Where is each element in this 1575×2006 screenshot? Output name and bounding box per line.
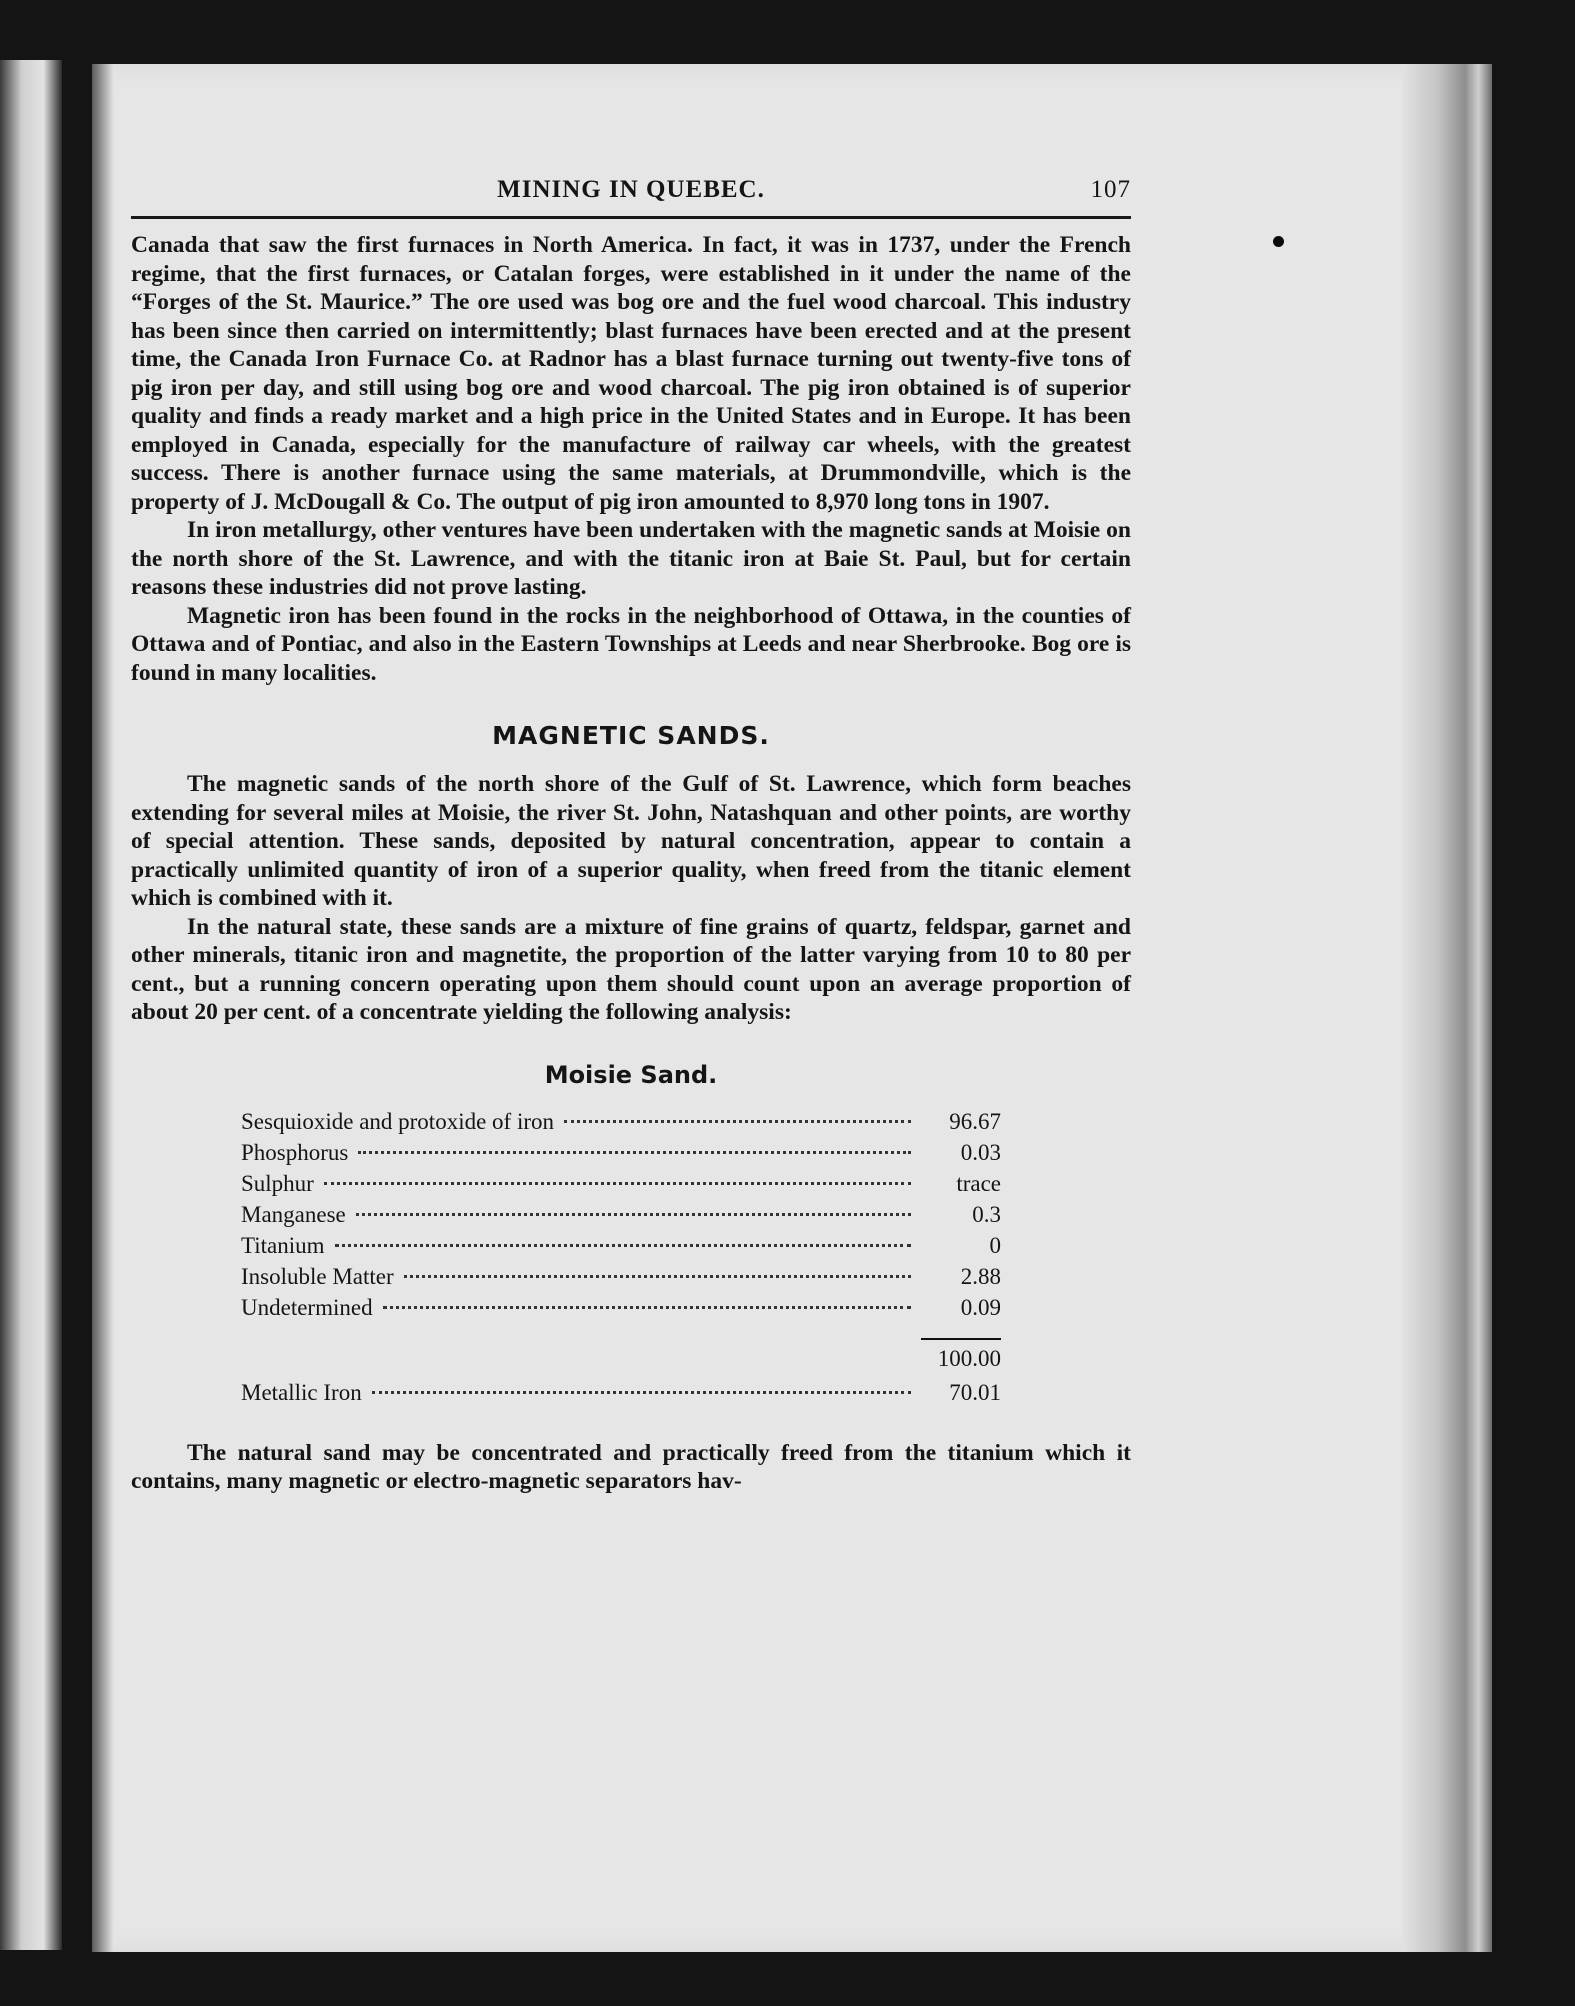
table-heading: Moisie Sand. (544, 1060, 718, 1089)
ink-dot (1273, 236, 1284, 247)
analysis-table (241, 1109, 1001, 1411)
analysis-value: 70.01 (949, 1379, 1001, 1405)
analysis-row (241, 1140, 1001, 1171)
page-gutter (92, 64, 114, 1952)
analysis-value: 96.67 (949, 1108, 1001, 1134)
analysis-row (241, 1202, 1001, 1233)
analysis-value: 0.09 (960, 1294, 1001, 1320)
analysis-label: Manganese (241, 1201, 346, 1227)
analysis-value: trace (956, 1170, 1001, 1196)
analysis-value: 2.88 (960, 1263, 1001, 1289)
analysis-label: Sesquioxide and protoxide of iron (241, 1108, 555, 1134)
paragraph: The natural sand may be concentrated and practically freed from the titanium which it contains, many magnetic or electro-magnetic separators hav- (131, 1439, 1131, 1494)
paragraph: In the natural state, these sands are a mixture of fine grains of quartz, feldspar, garnet and other minerals, titanic iron and magnetite, the proportion of the latter varying from 10 to 80 per cent., but a running concern operating upon them should count upon an average proportion of about 20 per cent. of a concentrate yielding the following analysis: (131, 913, 1131, 1025)
analysis-row (241, 1109, 1001, 1140)
page-text (131, 176, 1131, 1496)
dot-leader (564, 1120, 911, 1123)
analysis-value: 0.3 (972, 1201, 1001, 1227)
section-heading: MAGNETIC SANDS. (492, 721, 770, 750)
analysis-row (241, 1233, 1001, 1264)
analysis-label: Phosphorus (241, 1139, 349, 1165)
dot-leader (358, 1151, 911, 1154)
total-value: 100.00 (937, 1345, 1001, 1371)
left-page-edge (0, 60, 62, 1950)
analysis-row (241, 1171, 1001, 1202)
paragraph: Canada that saw the first furnaces in North America. In fact, it was in 1737, under the French regime, that the first furnaces, or Catalan forges, were established in it under the name of the “Forges of the St. Maurice.” The ore used was bog ore and the fuel wood charcoal. This industry has been since then carried on intermittently; blast furnaces have been erected and at the present time, the Canada Iron Furnace Co. at Radnor has a blast furnace turning out twenty-five tons of pig iron per day, and still using bog ore and wood charcoal. The pig iron obtained is of superior quality and finds a ready market and a high price in the United States and in Europe. It has been employed in Canada, especially for the manufacture of railway car wheels, with the greatest success. There is another furnace using the same materials, at Drummondville, which is the property of J. McDougall & Co. The output of pig iron amounted to 8,970 long tons in 1907. (131, 232, 1131, 515)
page-edge-fold (1402, 64, 1492, 1952)
metallic-iron-row (241, 1380, 1001, 1411)
paragraph: In iron metallurgy, other ventures have been undertaken with the magnetic sands at Moisie on the north shore of the St. Lawrence, and with the titanic iron at Baie St. Paul, but for certain reasons these industries did not prove lasting. (131, 517, 1131, 600)
analysis-row (241, 1264, 1001, 1295)
dot-leader (335, 1244, 911, 1247)
analysis-value: 0 (989, 1232, 1001, 1258)
running-title: MINING IN QUEBEC. (497, 176, 765, 203)
total-row (241, 1346, 1001, 1380)
analysis-label: Undetermined (241, 1294, 373, 1320)
dot-leader (372, 1391, 911, 1394)
analysis-value: 0.03 (960, 1139, 1001, 1165)
analysis-label: Sulphur (241, 1170, 314, 1196)
analysis-label: Insoluble Matter (241, 1263, 394, 1289)
dot-leader (324, 1182, 911, 1185)
page-number: 107 (1090, 176, 1131, 203)
running-head (131, 176, 1131, 219)
dot-leader (383, 1306, 911, 1309)
total-rule (921, 1338, 1001, 1340)
paragraph: Magnetic iron has been found in the rocks in the neighborhood of Ottawa, in the counties of Ottawa and of Pontiac, and also in the Eastern Townships at Leeds and near Sherbrooke. Bog ore is found in many localities. (131, 602, 1131, 686)
analysis-row (241, 1295, 1001, 1326)
dot-leader (356, 1213, 911, 1216)
analysis-label: Titanium (241, 1232, 325, 1258)
paragraph: The magnetic sands of the north shore of the Gulf of St. Lawrence, which form beaches extending for several miles at Moisie, the river St. John, Natashquan and other points, are worthy of special attention. These sands, deposited by natural concentration, appear to contain a practically unlimited quantity of iron of a superior quality, when freed from the titanic element which is combined with it. (131, 771, 1131, 911)
analysis-label: Metallic Iron (241, 1379, 362, 1405)
dot-leader (404, 1275, 911, 1278)
